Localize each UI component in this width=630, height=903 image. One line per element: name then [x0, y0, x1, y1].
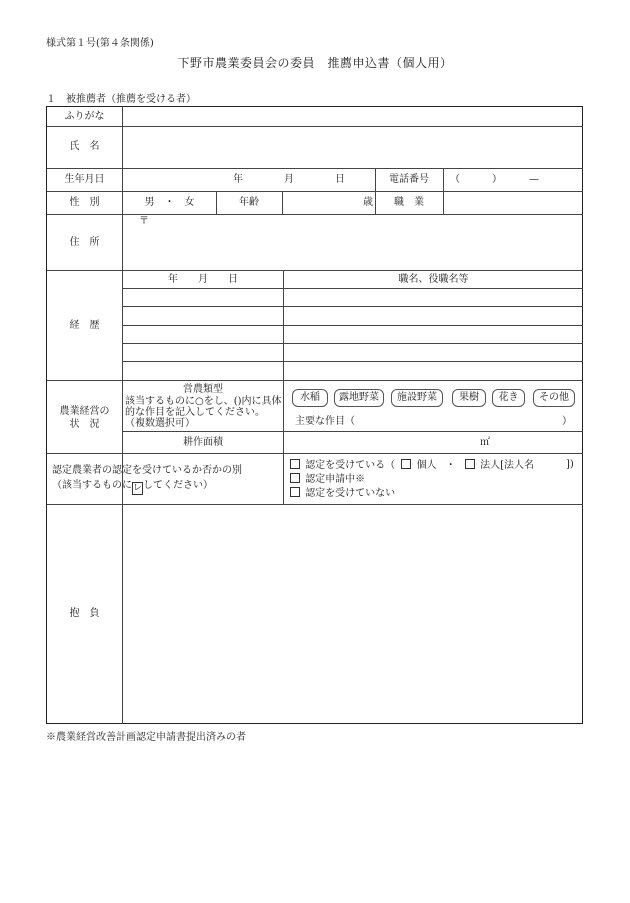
crop-other-option[interactable]: その他 — [533, 389, 575, 407]
birth-day-unit: 日 — [335, 174, 345, 185]
career-positions-field[interactable] — [284, 289, 583, 380]
gender-label: 性 別 — [69, 197, 100, 208]
certified-checkbox[interactable] — [290, 459, 300, 469]
not-certified-checkbox[interactable] — [290, 487, 300, 497]
tick-mark-box: レ — [133, 483, 143, 493]
farm-type-instruction-2: 的な作目を記入してください。 — [125, 407, 265, 418]
name-label: 氏 名 — [69, 141, 100, 152]
farming-label-1: 農業経営の — [59, 406, 110, 417]
furigana-field[interactable] — [123, 108, 583, 126]
cert-option-applying-row — [290, 473, 365, 486]
name-field[interactable] — [123, 127, 583, 168]
age-field[interactable] — [283, 192, 375, 214]
crop-flowers-option[interactable]: 花き — [492, 389, 525, 407]
age-unit: 歳 — [363, 197, 373, 208]
recommendation-form — [46, 106, 583, 724]
document-title: 下野市農業委員会の委員 推薦申込書（個人用） — [177, 56, 453, 70]
phone-field[interactable] — [444, 169, 583, 191]
cultivated-area-label: 耕作面積 — [183, 437, 223, 448]
cert-option-not-certified-row — [290, 487, 395, 500]
crop-fruit-trees-option[interactable]: 果樹 — [452, 389, 486, 407]
career-col-date: 年 月 日 — [168, 274, 238, 285]
birth-year-unit: 年 — [233, 174, 243, 185]
postal-mark: 〒 — [139, 216, 149, 227]
form-number: 様式第１号(第４条関係) — [46, 38, 154, 49]
ambition-label: 抱 負 — [69, 608, 100, 619]
footnote: ※農業経営改善計画認定申請書提出済みの者 — [46, 732, 246, 743]
crop-rice-option[interactable]: 水稲 — [292, 389, 328, 407]
cultivated-area-field[interactable] — [284, 432, 583, 453]
age-label: 年齢 — [239, 197, 259, 208]
phone-label: 電話番号 — [389, 174, 429, 185]
farm-type-title: 営農類型 — [183, 384, 223, 395]
corporation-checkbox[interactable] — [465, 459, 475, 469]
career-dates-field[interactable] — [123, 289, 283, 380]
cert-question-2b: してください） — [143, 480, 213, 491]
applying-label: 認定申請中※ — [305, 474, 366, 485]
career-col-position: 職名、役職名等 — [398, 274, 469, 285]
career-label: 経 歴 — [69, 320, 100, 331]
occupation-field[interactable] — [444, 192, 583, 214]
cert-question-2 — [52, 480, 213, 495]
individual-label: 個人 — [416, 460, 437, 471]
section-title: １ 被推薦者（推薦を受ける者） — [46, 94, 196, 105]
ambition-field[interactable] — [123, 505, 583, 723]
furigana-label: ふりがな — [64, 111, 105, 122]
address-label: 住 所 — [69, 237, 100, 248]
farm-type-instruction-3: （複数選択可） — [125, 418, 195, 429]
main-crop-label: 主要な作目（ — [295, 416, 355, 427]
birth-month-unit: 月 — [284, 174, 294, 185]
not-certified-label: 認定を受けていない — [305, 488, 396, 499]
phone-dash: — — [529, 174, 539, 185]
address-field[interactable] — [123, 215, 583, 270]
cert-question-1: 認定農業者の認定を受けているか否かの別 — [52, 465, 242, 476]
crop-open-field-vegetables-option[interactable]: 露地野菜 — [334, 389, 384, 407]
birthdate-label: 生年月日 — [64, 174, 105, 185]
corporation-close-bracket: ]) — [566, 459, 574, 470]
option-separator: ・ — [445, 460, 456, 471]
main-crop-field[interactable] — [359, 413, 559, 429]
phone-open-paren: （ — [450, 174, 460, 185]
corporation-name-field[interactable] — [495, 458, 563, 472]
gender-options[interactable]: 男 ・ 女 — [144, 197, 195, 208]
cert-question-2a: （該当するものに — [52, 480, 132, 491]
crop-greenhouse-vegetables-option[interactable]: 施設野菜 — [391, 389, 443, 407]
individual-checkbox[interactable] — [401, 459, 411, 469]
phone-close-paren: ） — [492, 174, 502, 185]
corporation-label: 法人[法人名 — [480, 460, 535, 471]
certified-label: 認定を受けている（ — [305, 460, 396, 471]
occupation-label: 職 業 — [394, 197, 424, 208]
area-unit: ㎡ — [480, 437, 490, 448]
farm-type-instruction-1: 該当するものに○をし、()内に具体 — [125, 396, 282, 407]
farming-label-2: 状 況 — [69, 419, 100, 430]
applying-checkbox[interactable] — [290, 473, 300, 483]
main-crop-close-paren: ） — [562, 416, 572, 427]
